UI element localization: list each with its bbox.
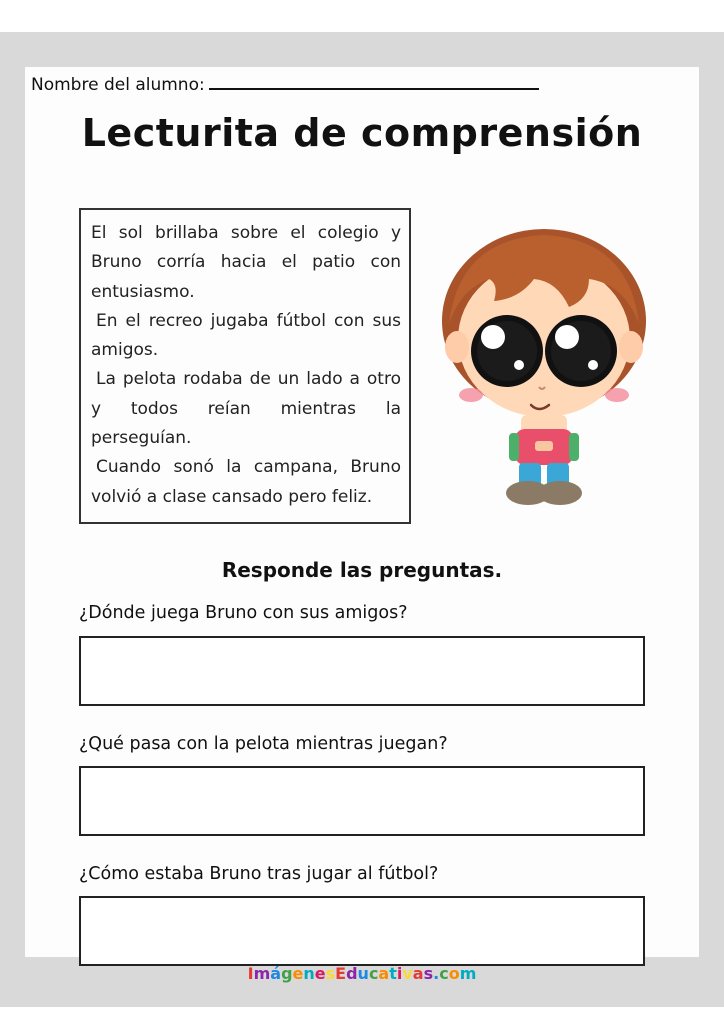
student-name-line [31, 75, 539, 95]
backpack-strap-left [509, 433, 519, 461]
right-cheek [605, 388, 629, 402]
question-1-label: ¿Dónde juega Bruno con sus amigos? [79, 603, 408, 623]
student-name-label: Nombre del alumno: [31, 75, 205, 95]
question-3-label: ¿Cómo estaba Bruno tras jugar al fútbol? [79, 864, 439, 884]
backpack-strap-right [569, 433, 579, 461]
reading-paragraph: Cuando sonó la campana, Bruno volvió a clase cansado pero feliz. [91, 457, 401, 507]
student-name-blank[interactable] [209, 76, 539, 90]
right-ear [619, 331, 643, 363]
reading-passage [79, 208, 411, 524]
left-cheek [459, 388, 483, 402]
reading-paragraph: En el recreo jugaba fútbol con sus amigos. [91, 310, 401, 361]
instructions-heading: Responde las preguntas. [221, 558, 503, 582]
hands [535, 441, 553, 451]
page-frame [0, 32, 724, 1007]
page-title: Lecturita de comprensión [81, 111, 643, 155]
answer-box-2[interactable] [79, 766, 645, 836]
cartoon-boy-illustration [439, 229, 649, 509]
watermark-text: ImágenesEducativas.com [247, 964, 477, 983]
answer-box-1[interactable] [79, 636, 645, 706]
footer-watermark [0, 964, 724, 983]
question-2-label: ¿Qué pasa con la pelota mientras juegan? [79, 734, 448, 754]
left-ear [445, 331, 469, 363]
answer-box-3[interactable] [79, 896, 645, 966]
right-shoe [538, 481, 582, 505]
reading-paragraph: La pelota rodaba de un lado a otro y todos reían mientras la perseguían. [91, 369, 401, 449]
reading-paragraph: El sol brillaba sobre el colegio y Bruno corría hacia el patio con entusiasmo. [91, 223, 401, 302]
worksheet [25, 67, 699, 957]
